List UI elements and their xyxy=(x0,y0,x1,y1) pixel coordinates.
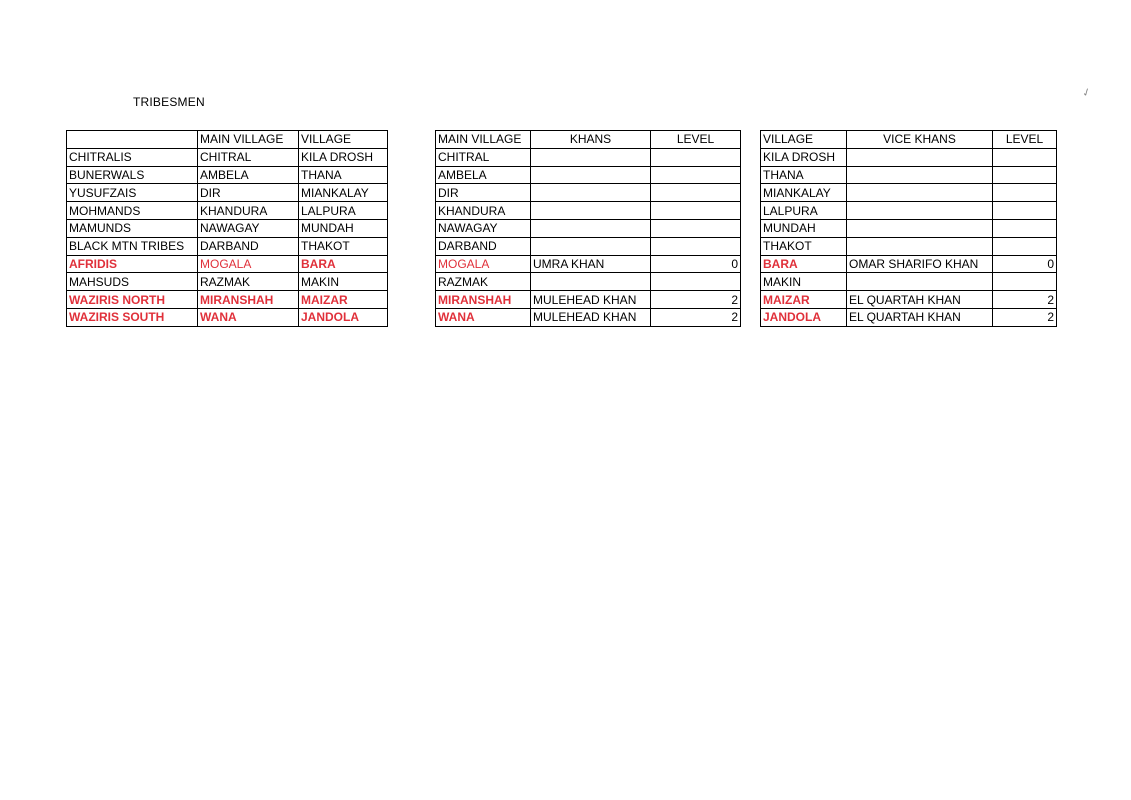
khans-village-cell: RAZMAK xyxy=(436,273,531,291)
main-village-cell: CHITRAL xyxy=(198,148,299,166)
vice-khans-table xyxy=(760,130,1057,327)
main-village-cell: KHANDURA xyxy=(198,202,299,220)
vice-row xyxy=(761,166,1057,184)
tribe-name-cell: BUNERWALS xyxy=(67,166,198,184)
main-village-cell: MIRANSHAH xyxy=(198,291,299,309)
vice-khan-level-cell xyxy=(993,202,1057,220)
khans-header-level: LEVEL xyxy=(651,131,741,149)
khan-level-cell xyxy=(651,202,741,220)
khans-row xyxy=(436,291,741,309)
tribes-header-village: VILLAGE xyxy=(299,131,388,149)
vice-khan-level-cell xyxy=(993,273,1057,291)
khan-name-cell: MULEHEAD KHAN xyxy=(531,291,651,309)
khan-level-cell xyxy=(651,148,741,166)
vice-village-cell: MIANKALAY xyxy=(761,184,847,202)
tribes-table xyxy=(66,130,388,327)
tribes-row xyxy=(67,202,388,220)
vice-khan-level-cell xyxy=(993,166,1057,184)
main-village-cell: NAWAGAY xyxy=(198,219,299,237)
tribes-row xyxy=(67,219,388,237)
vice-khan-level-cell xyxy=(993,219,1057,237)
vice-village-cell: KILA DROSH xyxy=(761,148,847,166)
khans-row xyxy=(436,219,741,237)
tribe-name-cell: MOHMANDS xyxy=(67,202,198,220)
vice-khan-level-cell xyxy=(993,184,1057,202)
khans-row xyxy=(436,148,741,166)
village-cell: THANA xyxy=(299,166,388,184)
khan-name-cell: UMRA KHAN xyxy=(531,255,651,273)
vice-khan-name-cell xyxy=(847,148,993,166)
khans-row xyxy=(436,273,741,291)
vice-row xyxy=(761,237,1057,255)
vice-khan-name-cell: OMAR SHARIFO KHAN xyxy=(847,255,993,273)
khans-row xyxy=(436,184,741,202)
khan-name-cell xyxy=(531,219,651,237)
vice-header-row xyxy=(761,131,1057,149)
main-village-cell: RAZMAK xyxy=(198,273,299,291)
vice-row xyxy=(761,308,1057,326)
khans-row xyxy=(436,202,741,220)
vice-row xyxy=(761,219,1057,237)
village-cell: MIANKALAY xyxy=(299,184,388,202)
khan-level-cell xyxy=(651,273,741,291)
khan-level-cell xyxy=(651,184,741,202)
khans-village-cell: KHANDURA xyxy=(436,202,531,220)
page-title: TRIBESMEN xyxy=(133,95,205,109)
khans-village-cell: DIR xyxy=(436,184,531,202)
khans-row xyxy=(436,237,741,255)
vice-khan-level-cell: 2 xyxy=(993,308,1057,326)
main-village-cell: AMBELA xyxy=(198,166,299,184)
khans-village-cell: WANA xyxy=(436,308,531,326)
khan-level-cell xyxy=(651,219,741,237)
khan-name-cell: MULEHEAD KHAN xyxy=(531,308,651,326)
tribes-header-main-village: MAIN VILLAGE xyxy=(198,131,299,149)
khan-level-cell xyxy=(651,166,741,184)
tribe-name-cell: MAMUNDS xyxy=(67,219,198,237)
vice-khan-level-cell: 0 xyxy=(993,255,1057,273)
vice-khan-name-cell xyxy=(847,219,993,237)
vice-village-cell: LALPURA xyxy=(761,202,847,220)
tribes-row xyxy=(67,148,388,166)
vice-khan-name-cell: EL QUARTAH KHAN xyxy=(847,308,993,326)
vice-village-cell: MUNDAH xyxy=(761,219,847,237)
vice-header-vice-khans: VICE KHANS xyxy=(847,131,993,149)
vice-header-level: LEVEL xyxy=(993,131,1057,149)
main-village-cell: DIR xyxy=(198,184,299,202)
vice-row xyxy=(761,184,1057,202)
vice-header-village: VILLAGE xyxy=(761,131,847,149)
village-cell: THAKOT xyxy=(299,237,388,255)
tribe-name-cell: BLACK MTN TRIBES xyxy=(67,237,198,255)
tribes-header-row xyxy=(67,131,388,149)
khans-table xyxy=(435,130,741,327)
khans-village-cell: NAWAGAY xyxy=(436,219,531,237)
khan-level-cell: 2 xyxy=(651,291,741,309)
khans-row xyxy=(436,166,741,184)
tribes-row xyxy=(67,273,388,291)
khan-name-cell xyxy=(531,148,651,166)
tribe-name-cell: MAHSUDS xyxy=(67,273,198,291)
vice-village-cell: MAIZAR xyxy=(761,291,847,309)
khans-header-khans: KHANS xyxy=(531,131,651,149)
vice-village-cell: BARA xyxy=(761,255,847,273)
vice-khan-level-cell: 2 xyxy=(993,291,1057,309)
vice-row xyxy=(761,291,1057,309)
vice-khan-name-cell xyxy=(847,202,993,220)
vice-village-cell: MAKIN xyxy=(761,273,847,291)
khan-name-cell xyxy=(531,273,651,291)
main-village-cell: MOGALA xyxy=(198,255,299,273)
tribes-header-corner xyxy=(67,131,198,149)
village-cell: LALPURA xyxy=(299,202,388,220)
tribe-name-cell: WAZIRIS NORTH xyxy=(67,291,198,309)
khan-level-cell: 0 xyxy=(651,255,741,273)
village-cell: KILA DROSH xyxy=(299,148,388,166)
vice-row xyxy=(761,148,1057,166)
khans-row xyxy=(436,308,741,326)
khan-name-cell xyxy=(531,237,651,255)
village-cell: MUNDAH xyxy=(299,219,388,237)
vice-village-cell: JANDOLA xyxy=(761,308,847,326)
khans-header-main-village: MAIN VILLAGE xyxy=(436,131,531,149)
vice-khan-name-cell: EL QUARTAH KHAN xyxy=(847,291,993,309)
khans-row xyxy=(436,255,741,273)
khans-village-cell: MOGALA xyxy=(436,255,531,273)
vice-khan-name-cell xyxy=(847,273,993,291)
village-cell: MAKIN xyxy=(299,273,388,291)
tribes-row xyxy=(67,184,388,202)
vice-khan-level-cell xyxy=(993,237,1057,255)
vice-row xyxy=(761,202,1057,220)
village-cell: BARA xyxy=(299,255,388,273)
vice-khan-name-cell xyxy=(847,184,993,202)
khans-village-cell: AMBELA xyxy=(436,166,531,184)
tribes-row xyxy=(67,166,388,184)
tribe-name-cell: WAZIRIS SOUTH xyxy=(67,308,198,326)
tribes-row xyxy=(67,255,388,273)
khan-name-cell xyxy=(531,166,651,184)
tribes-row xyxy=(67,308,388,326)
tribes-row xyxy=(67,291,388,309)
vice-village-cell: THAKOT xyxy=(761,237,847,255)
khan-name-cell xyxy=(531,184,651,202)
tribe-name-cell: YUSUFZAIS xyxy=(67,184,198,202)
vice-row xyxy=(761,255,1057,273)
khan-name-cell xyxy=(531,202,651,220)
vice-khan-name-cell xyxy=(847,166,993,184)
tribe-name-cell: CHITRALIS xyxy=(67,148,198,166)
vice-khan-level-cell xyxy=(993,148,1057,166)
khans-village-cell: MIRANSHAH xyxy=(436,291,531,309)
khan-level-cell: 2 xyxy=(651,308,741,326)
vice-khan-name-cell xyxy=(847,237,993,255)
tribe-name-cell: AFRIDIS xyxy=(67,255,198,273)
khan-level-cell xyxy=(651,237,741,255)
village-cell: JANDOLA xyxy=(299,308,388,326)
vice-row xyxy=(761,273,1057,291)
vice-village-cell: THANA xyxy=(761,166,847,184)
main-village-cell: WANA xyxy=(198,308,299,326)
village-cell: MAIZAR xyxy=(299,291,388,309)
khans-village-cell: CHITRAL xyxy=(436,148,531,166)
main-village-cell: DARBAND xyxy=(198,237,299,255)
tribes-row xyxy=(67,237,388,255)
khans-header-row xyxy=(436,131,741,149)
khans-village-cell: DARBAND xyxy=(436,237,531,255)
stray-mark-icon: ✓ xyxy=(1080,85,1094,101)
